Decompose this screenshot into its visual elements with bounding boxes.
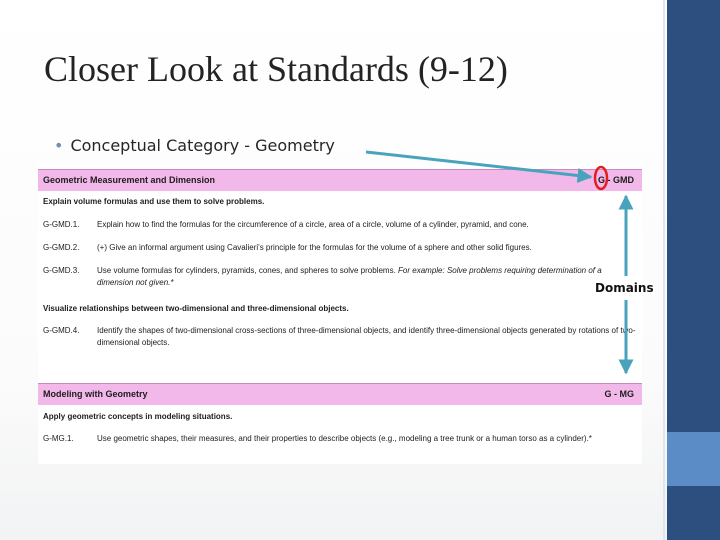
- standard-text: Use volume formulas for cylinders, pyramids, cones, and spheres to solve problems.: [97, 266, 396, 275]
- domain-code: G - MG: [604, 389, 634, 399]
- standard-example: For example: Solve problems requiring determination of a dimension not given.*: [97, 266, 602, 287]
- domain-code: G - GMD: [598, 175, 634, 185]
- standard-code: G-GMD.2.: [43, 243, 80, 252]
- standard-text: Identify the shapes of two-dimensional cross-sections of three-dimensional objects, and identify three-dimensional objects generated by rotations of two-dimensional objects.: [97, 326, 636, 347]
- sidebar-divider-line: [663, 0, 665, 540]
- standard-text: Use geometric shapes, their measures, and their properties to describe objects (e.g., modeling a tree trunk or a human torso as a cylinder).*: [97, 434, 592, 443]
- domain-title: Modeling with Geometry: [43, 389, 148, 399]
- sidebar-accent-block: [667, 432, 720, 486]
- standards-document-excerpt: [38, 163, 642, 464]
- standard-code: G-GMD.3.: [43, 266, 80, 275]
- standard-code: G-MG.1.: [43, 434, 74, 443]
- slide-title: Closer Look at Standards (9-12): [44, 49, 508, 89]
- decorative-sidebar: [667, 0, 720, 540]
- cluster-heading: Visualize relationships between two-dimensional and three-dimensional objects.: [43, 304, 349, 313]
- domain-header-gmd: [38, 169, 642, 191]
- cluster-heading: Apply geometric concepts in modeling situations.: [43, 412, 233, 421]
- domain-title: Geometric Measurement and Dimension: [43, 175, 216, 185]
- standard-text: Explain how to find the formulas for the circumference of a circle, area of a circle, volume of a cylinder, pyramid, and cone.: [97, 220, 529, 229]
- domain-header-mg: [38, 383, 642, 405]
- standard-text: (+) Give an informal argument using Cavalieri's principle for the formulas for the volume of a sphere and other solid figures.: [97, 243, 532, 252]
- domains-annotation-label: Domains: [595, 281, 654, 295]
- bullet-item: [54, 136, 335, 155]
- standard-code: G-GMD.1.: [43, 220, 80, 229]
- bullet-text: Conceptual Category - Geometry: [70, 136, 335, 155]
- standard-code: G-GMD.4.: [43, 326, 80, 335]
- bullet-dot-icon: •: [54, 136, 64, 155]
- cluster-heading: Explain volume formulas and use them to solve problems.: [43, 197, 265, 206]
- standard-text-block: [97, 265, 637, 289]
